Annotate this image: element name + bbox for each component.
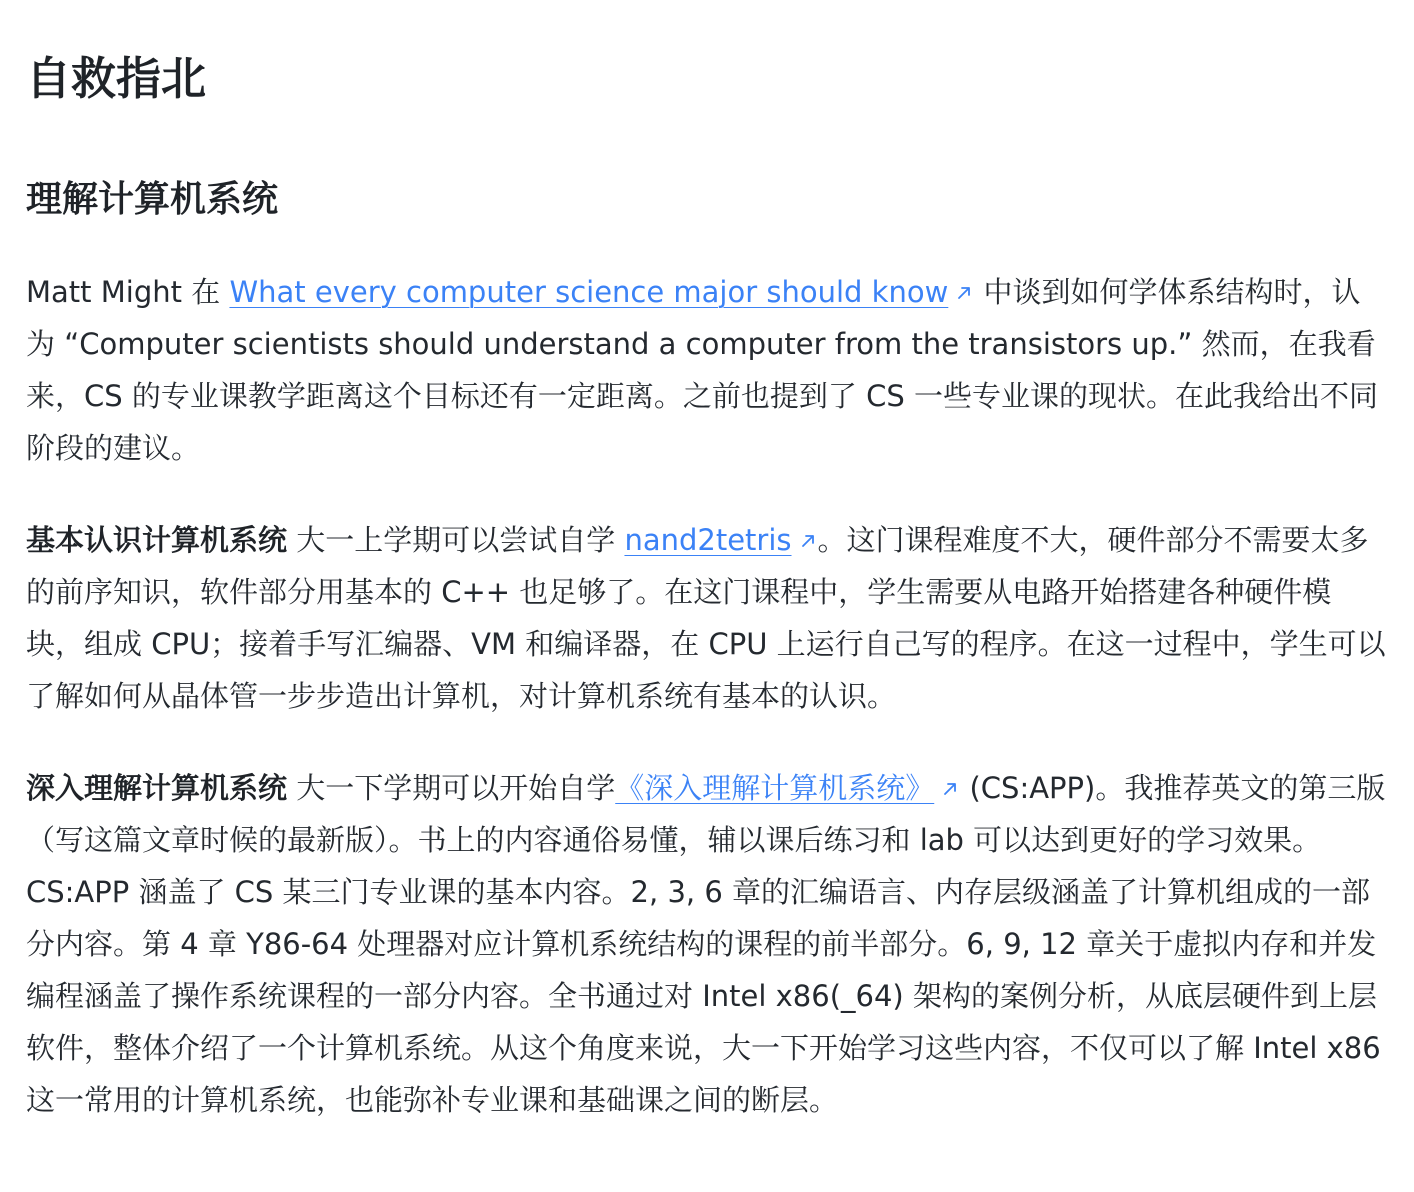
link-csapp-book[interactable]: 《深入理解计算机系统》 [615, 771, 935, 805]
paragraph-text: 大一上学期可以尝试自学 [287, 523, 625, 557]
page-title: 自救指北 [26, 52, 207, 105]
external-link-icon[interactable] [940, 779, 960, 799]
link-nand2tetris[interactable]: nand2tetris [624, 523, 792, 557]
paragraph-text: 。这门课程难度不大，硬件部分不需要太多的前序知识，软件部分用基本的 C++ 也足够了。在这门课程中，学生需要从电路开始搭建各种硬件模块，组成 CPU；接着手写汇编器、VM 和编译器，在 CPU 上运行自己写的程序。在这一过程中，学生可以了解如何从晶体管一步步造出计算机，对计算机系统有基本的认识。 [26, 523, 1386, 713]
paragraph-intro [26, 266, 1386, 474]
paragraph-heading: 深入理解计算机系统 [26, 771, 288, 805]
paragraph-text: (CS:APP)。我推荐英文的第三版（写这篇文章时候的最新版）。书上的内容通俗易懂，辅以课后练习和 lab 可以达到更好的学习效果。CS:APP 涵盖了 CS 某三门专业课的基本内容。2, 3, 6 章的汇编语言、内存层级涵盖了计算机组成的一部分内容。第 4 章 Y86-64 处理器对应计算机系统结构的课程的前半部分。6, 9, 12 章关于虚拟内存和并发编程涵盖了操作系统课程的一部分内容。全书通过对 Intel x86(_64) 架构的案例分析，从底层硬件到上层软件，整体介绍了一个计算机系统。从这个角度来说，大一下开始学习这些内容，不仅可以了解 Intel x86 这一常用的计算机系统，也能弥补专业课和基础课之间的断层。 [26, 771, 1386, 1117]
paragraph-text: Matt Might 在 [26, 275, 230, 309]
link-what-every-cs-major-should-know[interactable]: What every computer science major should know [229, 275, 949, 309]
external-link-icon[interactable] [954, 283, 974, 303]
paragraph-text: 大一下学期可以开始自学 [287, 771, 616, 805]
paragraph-deep [26, 762, 1386, 1126]
paragraph-heading: 基本认识计算机系统 [26, 523, 288, 557]
paragraph-basic [26, 514, 1386, 722]
section-title: 理解计算机系统 [26, 179, 279, 220]
paragraph-text: 中谈到如何学体系结构时，认为 “Computer scientists should understand a computer from the transistors up.” 然而，在我看来，CS 的专业课教学距离这个目标还有一定距离。之前也提到了 CS 一些专业课的现状。在此我给出不同阶段的建议。 [26, 275, 1378, 465]
external-link-icon[interactable] [798, 531, 818, 551]
